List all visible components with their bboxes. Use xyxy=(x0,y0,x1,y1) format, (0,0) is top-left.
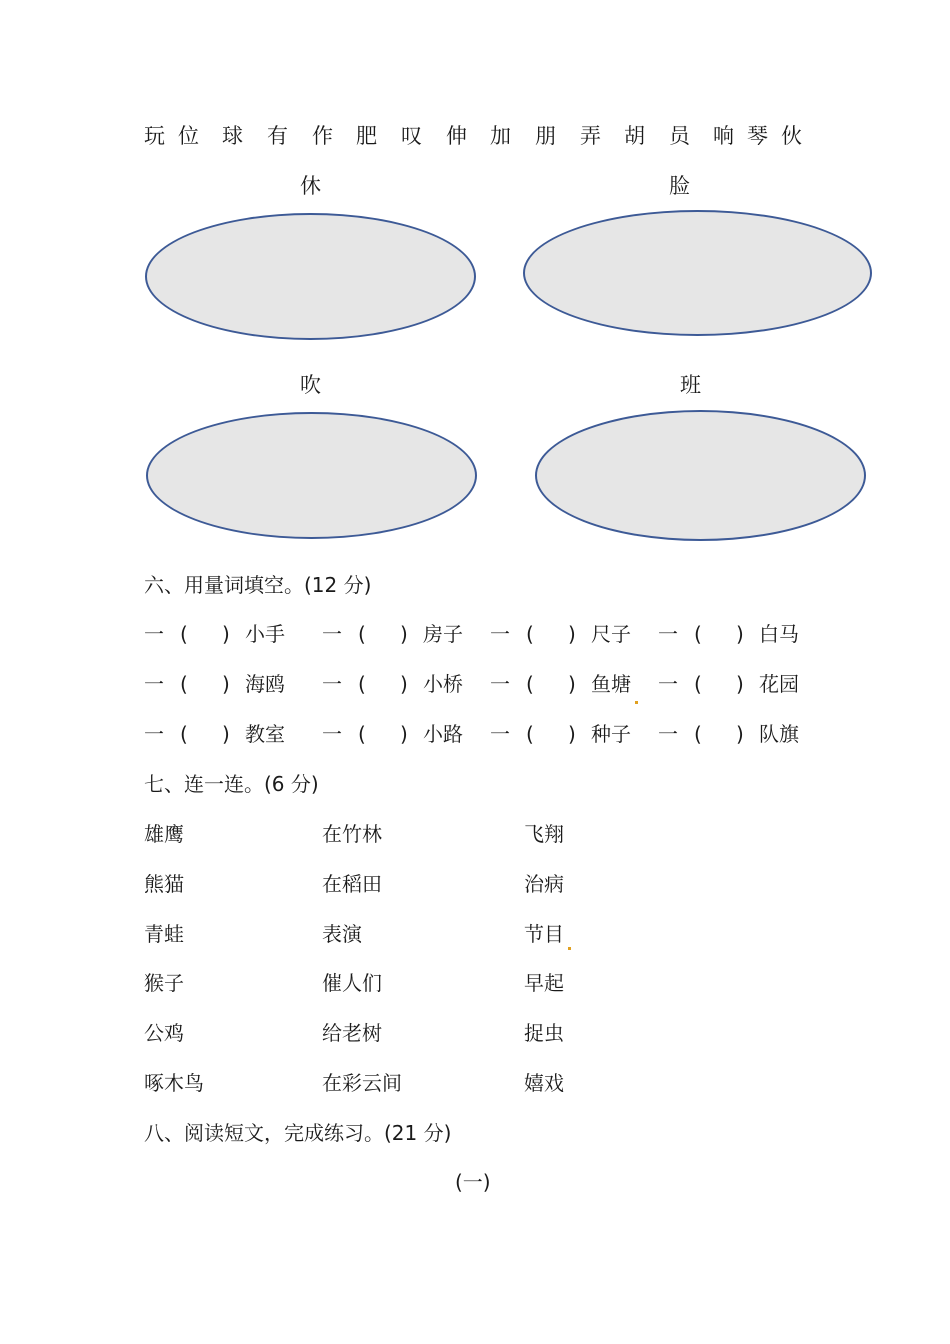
character-bank xyxy=(0,121,950,151)
bank-char: 玩 xyxy=(144,124,165,148)
open-paren: ( xyxy=(526,722,534,746)
prefix-one: 一 xyxy=(144,672,164,696)
close-paren: ) xyxy=(736,672,744,696)
noun: 房子 xyxy=(423,622,463,646)
answer-oval-lian[interactable] xyxy=(523,210,872,336)
prefix-one: 一 xyxy=(658,622,678,646)
match-left-item: 猴子 xyxy=(144,971,184,995)
oval-label-chui: 吹 xyxy=(300,373,321,397)
bank-char: 胡 xyxy=(624,124,645,148)
close-paren: ) xyxy=(568,722,576,746)
prefix-one: 一 xyxy=(144,722,164,746)
measure-row xyxy=(0,720,950,748)
prefix-one: 一 xyxy=(322,722,342,746)
bank-char: 伙 xyxy=(781,124,802,148)
match-left-item: 青蛙 xyxy=(144,922,184,946)
match-right-item: 治病 xyxy=(524,872,564,896)
match-left-item: 啄木鸟 xyxy=(144,1071,204,1095)
match-right-item: 节目 xyxy=(524,922,564,946)
noun: 队旗 xyxy=(759,722,799,746)
match-middle-item: 表演 xyxy=(322,922,362,946)
close-paren: ) xyxy=(568,672,576,696)
open-paren: ( xyxy=(358,622,366,646)
answer-oval-ban[interactable] xyxy=(535,410,866,541)
close-paren: ) xyxy=(400,722,408,746)
match-right-item: 嬉戏 xyxy=(524,1071,564,1095)
bank-char: 肥 xyxy=(356,124,377,148)
bank-char: 叹 xyxy=(401,124,422,148)
noun: 花园 xyxy=(759,672,799,696)
oval-label-xiu: 休 xyxy=(300,174,321,198)
answer-oval-chui[interactable] xyxy=(146,412,477,539)
open-paren: ( xyxy=(180,622,188,646)
prefix-one: 一 xyxy=(322,622,342,646)
noun: 小桥 xyxy=(423,672,463,696)
prefix-one: 一 xyxy=(322,672,342,696)
bank-char: 弄 xyxy=(580,124,601,148)
noun: 教室 xyxy=(245,722,285,746)
close-paren: ) xyxy=(736,622,744,646)
bank-char: 响 xyxy=(713,124,734,148)
section8-title: 八、阅读短文，完成练习。(21 分) xyxy=(144,1121,452,1145)
noun: 小手 xyxy=(245,622,285,646)
answer-oval-xiu[interactable] xyxy=(145,213,476,340)
bank-char: 加 xyxy=(490,124,511,148)
open-paren: ( xyxy=(180,672,188,696)
match-right-item: 早起 xyxy=(524,971,564,995)
match-middle-item: 给老树 xyxy=(322,1021,382,1045)
match-left-item: 雄鹰 xyxy=(144,822,184,846)
noun: 白马 xyxy=(759,622,799,646)
match-middle-item: 在稻田 xyxy=(322,872,382,896)
noun: 尺子 xyxy=(591,622,631,646)
match-left-item: 熊猫 xyxy=(144,872,184,896)
close-paren: ) xyxy=(222,672,230,696)
match-middle-item: 催人们 xyxy=(322,971,382,995)
prefix-one: 一 xyxy=(490,722,510,746)
bank-char: 球 xyxy=(222,124,243,148)
noun: 种子 xyxy=(591,722,631,746)
match-right-item: 捉虫 xyxy=(524,1021,564,1045)
close-paren: ) xyxy=(222,722,230,746)
close-paren: ) xyxy=(568,622,576,646)
match-middle-item: 在彩云间 xyxy=(322,1071,402,1095)
close-paren: ) xyxy=(736,722,744,746)
prefix-one: 一 xyxy=(658,672,678,696)
match-left-item: 公鸡 xyxy=(144,1021,184,1045)
prefix-one: 一 xyxy=(490,622,510,646)
open-paren: ( xyxy=(358,722,366,746)
noun: 鱼塘 xyxy=(591,672,631,696)
bank-char: 员 xyxy=(669,124,690,148)
open-paren: ( xyxy=(694,722,702,746)
section8-subtitle: (一) xyxy=(455,1170,491,1194)
bank-char: 位 xyxy=(178,124,199,148)
open-paren: ( xyxy=(358,672,366,696)
measure-row xyxy=(0,620,950,648)
noun: 小路 xyxy=(423,722,463,746)
measure-row xyxy=(0,670,950,698)
bank-char: 琴 xyxy=(747,124,768,148)
section7-title: 七、连一连。(6 分) xyxy=(144,772,319,796)
prefix-one: 一 xyxy=(658,722,678,746)
noun: 海鸥 xyxy=(245,672,285,696)
open-paren: ( xyxy=(526,672,534,696)
bank-char: 有 xyxy=(267,124,288,148)
section6-title: 六、用量词填空。(12 分) xyxy=(144,573,372,597)
close-paren: ) xyxy=(400,622,408,646)
prefix-one: 一 xyxy=(490,672,510,696)
oval-label-lian: 脸 xyxy=(669,174,690,198)
oval-label-ban: 班 xyxy=(680,373,701,397)
bank-char: 伸 xyxy=(446,124,467,148)
bank-char: 朋 xyxy=(535,124,556,148)
open-paren: ( xyxy=(526,622,534,646)
dot-mark xyxy=(567,935,571,954)
open-paren: ( xyxy=(694,622,702,646)
open-paren: ( xyxy=(180,722,188,746)
prefix-one: 一 xyxy=(144,622,164,646)
bank-char: 作 xyxy=(312,124,333,148)
close-paren: ) xyxy=(400,672,408,696)
dot-mark xyxy=(634,683,638,711)
close-paren: ) xyxy=(222,622,230,646)
match-middle-item: 在竹林 xyxy=(322,822,382,846)
match-right-item: 飞翔 xyxy=(524,822,564,846)
open-paren: ( xyxy=(694,672,702,696)
